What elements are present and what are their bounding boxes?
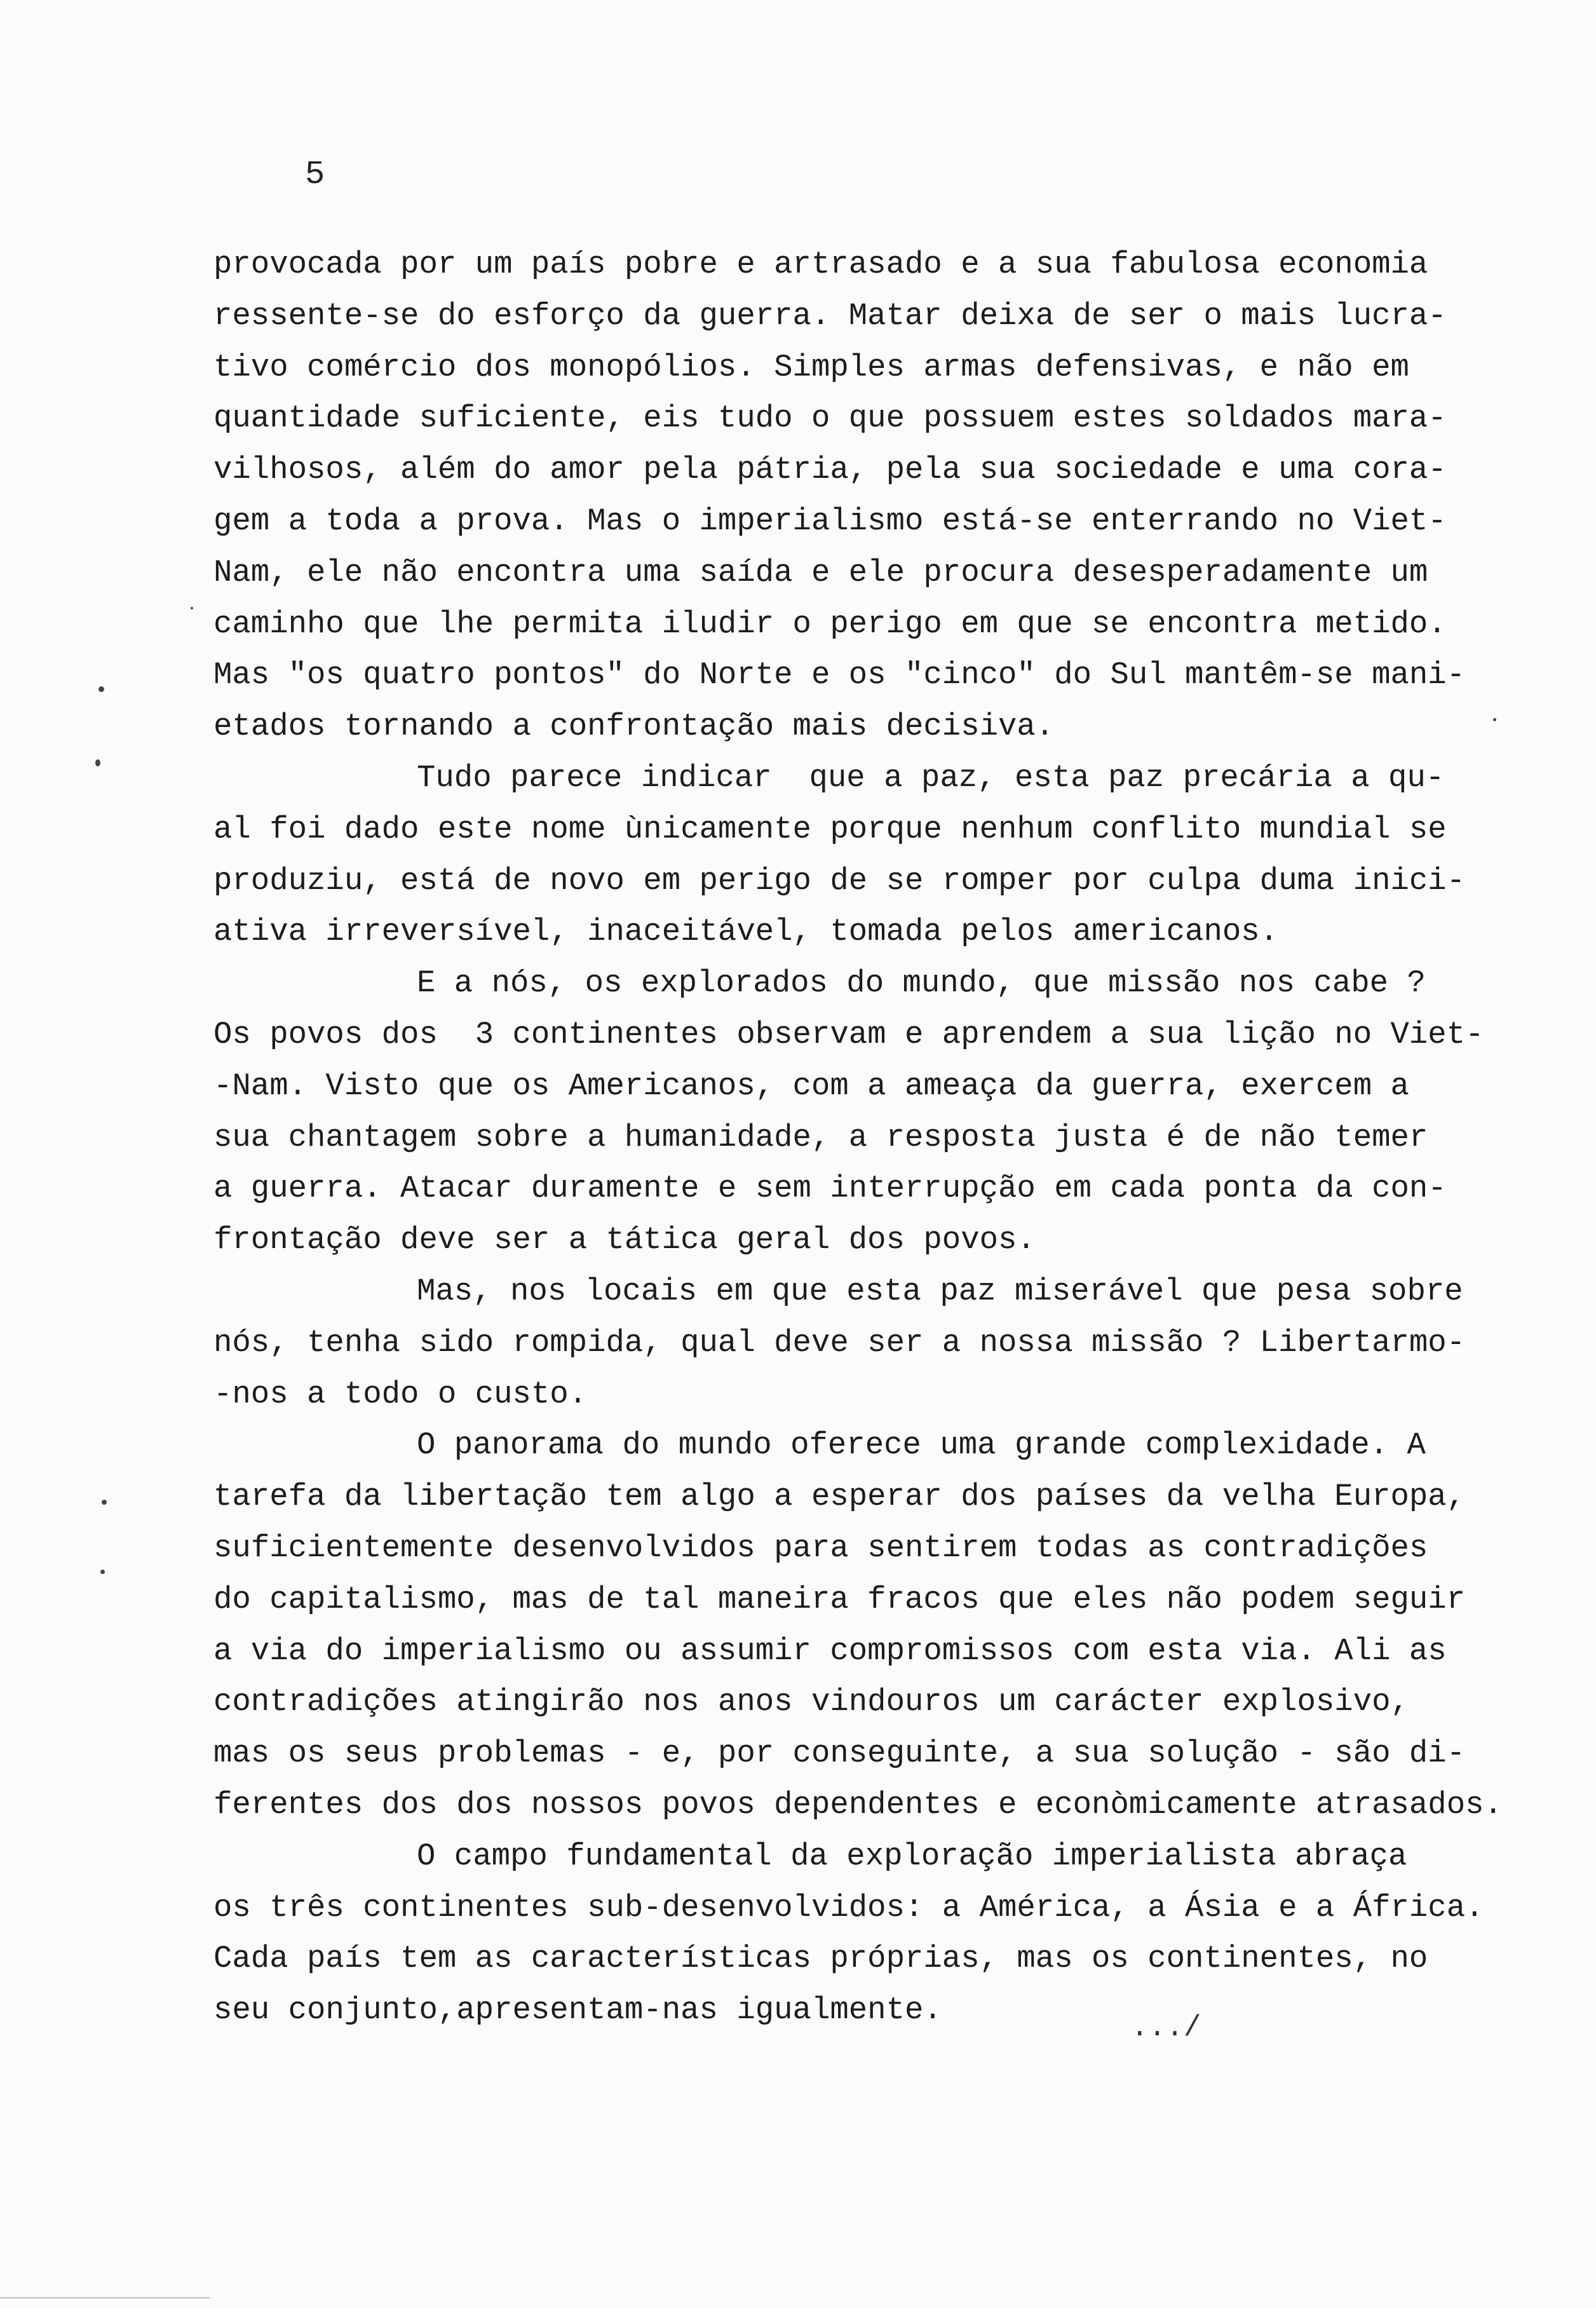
text-line: suficientemente desenvolvidos para sentirem todas as contradições [213,1530,1428,1566]
page-number: 5 [305,156,325,193]
text-line: tivo comércio dos monopólios. Simples armas defensivas, e não em [213,349,1409,385]
paragraph-first-line: Mas, nos locais em que esta paz miserável que pesa sobre [417,1273,1463,1309]
text-line: Nam, ele não encontra uma saída e ele procura desesperadamente um [213,554,1428,590]
text-line: -nos a todo o custo. [213,1376,588,1412]
text-line: vilhosos, além do amor pela pátria, pela sua sociedade e uma cora- [213,452,1447,488]
text-line: Cada país tem as características próprias, mas os continentes, no [213,1941,1428,1977]
text-line: ativa irreversível, inaceitável, tomada pelos americanos. [213,914,1279,950]
text-line: mas os seus problemas - e, por conseguinte, a sua solução - são di- [213,1735,1466,1772]
text-line: Os povos dos 3 continentes observam e aprendem a sua lição no Viet- [213,1016,1484,1052]
scan-speck [98,686,104,692]
text-line: -Nam. Visto que os Americanos, com a ameaça da guerra, exercem a [213,1068,1409,1104]
text-line: gem a toda a prova. Mas o imperialismo está-se enterrando no Viet- [213,503,1447,539]
text-line: sua chantagem sobre a humanidade, a resposta justa é de não temer [213,1119,1428,1155]
scan-speck [102,1500,107,1505]
text-line: Mas "os quatro pontos" do Norte e os "cinco" do Sul mantêm-se mani- [213,657,1466,693]
text-line: a via do imperialismo ou assumir compromissos com esta via. Ali as [213,1633,1447,1669]
paragraph-first-line: Tudo parece indicar que a paz, esta paz precária a qu- [417,759,1445,796]
text-line: frontação deve ser a tática geral dos povos. [213,1222,1036,1258]
text-line: etados tornando a confrontação mais decisiva. [213,709,1055,745]
scan-speck [1493,718,1496,721]
scan-edge-line [0,2297,210,2298]
text-line: ferentes dos dos nossos povos dependentes e econòmicamente atrasados. [213,1786,1503,1823]
scan-speck [100,1570,105,1574]
text-line: provocada por um país pobre e artrasado e a sua fabulosa economia [213,247,1428,282]
text-line: seu conjunto,apresentam-nas igualmente. [213,1992,942,2028]
text-line: nós, tenha sido rompida, qual deve ser a nossa missão ? Libertarmo- [213,1324,1466,1361]
paragraph-first-line: E a nós, os explorados do mundo, que missão nos cabe ? [417,965,1426,1001]
text-line: contradições atingirão nos anos vindouros um carácter explosivo, [213,1684,1409,1720]
text-line: ressente-se do esforço da guerra. Matar deixa de ser o mais lucra- [213,297,1447,334]
text-line: tarefa da libertação tem algo a esperar dos países da velha Europa, [213,1479,1466,1515]
text-line: al foi dado este nome ùnicamente porque nenhum conflito mundial se [213,811,1447,847]
continuation-mark: .../ [1131,2011,1201,2044]
text-line: caminho que lhe permita iludir o perigo em que se encontra metido. [213,606,1447,642]
scan-speck [95,759,100,766]
text-line: quantidade suficiente, eis tudo o que possuem estes soldados mara- [213,400,1447,437]
paragraph-first-line: O panorama do mundo oferece uma grande complexidade. A [417,1427,1426,1463]
body-text [213,239,1510,2036]
text-line: a guerra. Atacar duramente e sem interrupção em cada ponta da con- [213,1171,1447,1207]
text-line: os três continentes sub-desenvolvidos: a América, a Ásia e a África. [213,1889,1484,1925]
scan-speck [191,607,193,609]
paragraph-first-line: O campo fundamental da exploração imperialista abraça [417,1838,1407,1874]
text-line: do capitalismo, mas de tal maneira fracos que eles não podem seguir [213,1581,1466,1617]
text-line: produziu, está de novo em perigo de se romper por culpa duma inici- [213,862,1466,899]
